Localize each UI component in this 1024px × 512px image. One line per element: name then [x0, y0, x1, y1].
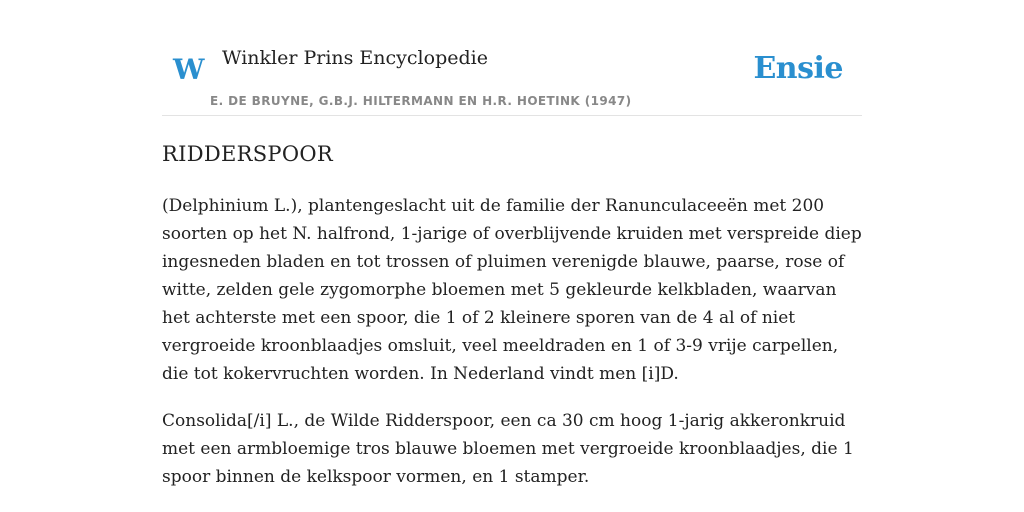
source-title[interactable]: Winkler Prins Encyclopedie	[222, 47, 488, 69]
entry-title: RIDDERSPOOR	[162, 142, 333, 166]
article-page	[162, 0, 862, 487]
entry-paragraph: (Delphinium L.), plantengeslacht uit de familie der Ranunculaceeën met 200 soorten op het N. halfrond, 1-jarige of overblijvende kruiden met verspreide diep ingesneden bladen en tot trossen of pluimen verenigde blauwe, paarse, rose of witte, zelden gele zygomorphe bloemen met 5 gekleurde kelkbladen, waarvan het achterste met een spoor, die 1 of 2 kleinere sporen van de 4 al of niet vergroeide kroonblaadjes omsluit, veel meeldraden en 1 of 3-9 vrije carpellen, die tot kokervruchten worden. In Nederland vindt men [i]D.	[162, 196, 862, 384]
source-header	[162, 0, 862, 116]
entry-paragraph: Consolida[/i] L., de Wilde Ridderspoor, een ca 30 cm hoog 1-jarig akkeronkruid met een armbloemige tros blauwe bloemen met vergroeide kroonblaadjes, die 1 spoor binnen de kelkspoor vormen, en 1 stamper.	[162, 411, 854, 487]
ensie-brand-logo[interactable]: Ensie	[753, 51, 843, 86]
source-authors: E. DE BRUYNE, G.B.J. HILTERMANN EN H.R. HOETINK (1947)	[210, 94, 632, 108]
winkler-prins-logo[interactable]: W	[173, 53, 205, 86]
